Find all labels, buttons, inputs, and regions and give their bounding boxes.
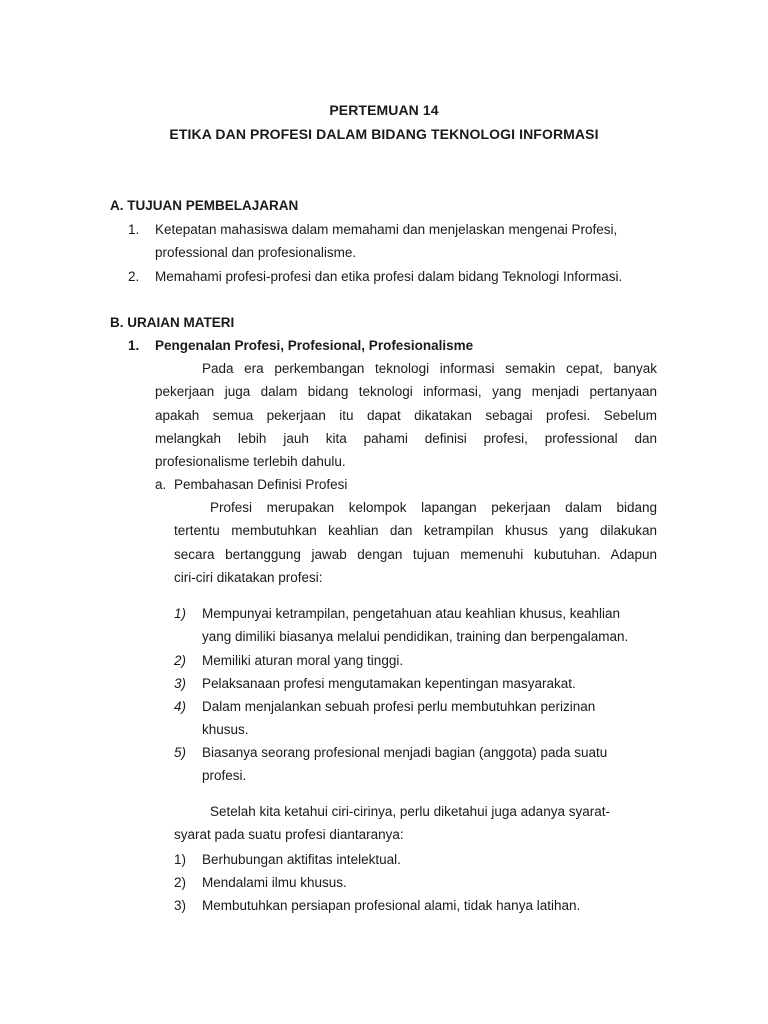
list-number: 3) xyxy=(174,898,187,913)
paragraph-line: melangkah lebih jauh kita pahami definisi profesi, professional dan xyxy=(155,431,657,446)
list-item: Memahami profesi-profesi dan etika profesi dalam bidang Teknologi Informasi. xyxy=(155,269,623,284)
list-item-continued: professional dan profesionalisme. xyxy=(155,245,357,260)
list-item: Mempunyai ketrampilan, pengetahuan atau keahlian khusus, keahlian xyxy=(202,606,621,621)
list-item: Dalam menjalankan sebuah profesi perlu membutuhkan perizinan xyxy=(202,699,596,714)
paragraph-line: profesionalisme terlebih dahulu. xyxy=(155,454,346,469)
paragraph-line: Pada era perkembangan teknologi informasi semakin cepat, banyak xyxy=(202,361,657,376)
list-number: 3) xyxy=(174,676,187,691)
section-a-heading: A. TUJUAN PEMBELAJARAN xyxy=(110,198,299,213)
list-item-continued: khusus. xyxy=(202,722,249,737)
list-item: Membutuhkan persiapan profesional alami, tidak hanya latihan. xyxy=(202,898,581,913)
list-number: 2) xyxy=(174,653,187,668)
paragraph-line: ciri-ciri dikatakan profesi: xyxy=(174,570,323,585)
list-item: Ketepatan mahasiswa dalam memahami dan menjelaskan mengenai Profesi, xyxy=(155,222,618,237)
list-number: 1. xyxy=(128,222,140,237)
list-item: Mendalami ilmu khusus. xyxy=(202,875,347,890)
list-item-continued: profesi. xyxy=(202,768,247,783)
list-item: Biasanya seorang profesional menjadi bagian (anggota) pada suatu xyxy=(202,745,608,760)
paragraph-line: syarat pada suatu profesi diantaranya: xyxy=(174,827,404,842)
list-number: 1) xyxy=(174,852,187,867)
paragraph-line: Setelah kita ketahui ciri-cirinya, perlu diketahui juga adanya syarat- xyxy=(210,804,610,819)
list-number: 1) xyxy=(174,606,187,621)
list-item: Pelaksanaan profesi mengutamakan kepentingan masyarakat. xyxy=(202,676,576,691)
list-number: 2) xyxy=(174,875,187,890)
sublist-title: Pembahasan Definisi Profesi xyxy=(174,477,348,492)
subsection-number: 1. xyxy=(128,338,140,353)
list-item: Berhubungan aktifitas intelektual. xyxy=(202,852,401,867)
paragraph-line: apakah semua pekerjaan itu dapat dikatakan sebagai profesi. Sebelum xyxy=(155,408,657,423)
paragraph-line: pekerjaan juga dalam bidang teknologi informasi, yang menjadi pertanyaan xyxy=(155,384,657,399)
list-number: 5) xyxy=(174,745,187,760)
paragraph-line: secara bertanggung jawab dengan tujuan memenuhi kubutuhan. Adapun xyxy=(174,547,657,562)
sublist-label: a. xyxy=(155,477,167,492)
list-item: Memiliki aturan moral yang tinggi. xyxy=(202,653,404,668)
document-title: PERTEMUAN 14 xyxy=(329,102,439,118)
list-number: 4) xyxy=(174,699,187,714)
subsection-title: Pengenalan Profesi, Profesional, Profesionalisme xyxy=(155,338,474,353)
paragraph-line: tertentu membutuhkan keahlian dan ketrampilan khusus yang dilakukan xyxy=(174,523,657,538)
list-number: 2. xyxy=(128,269,140,284)
paragraph-line: Profesi merupakan kelompok lapangan pekerjaan dalam bidang xyxy=(210,500,657,515)
document-subtitle: ETIKA DAN PROFESI DALAM BIDANG TEKNOLOGI INFORMASI xyxy=(169,126,599,142)
list-item-continued: yang dimiliki biasanya melalui pendidikan, training dan berpengalaman. xyxy=(202,629,629,644)
section-b-heading: B. URAIAN MATERI xyxy=(110,315,235,330)
